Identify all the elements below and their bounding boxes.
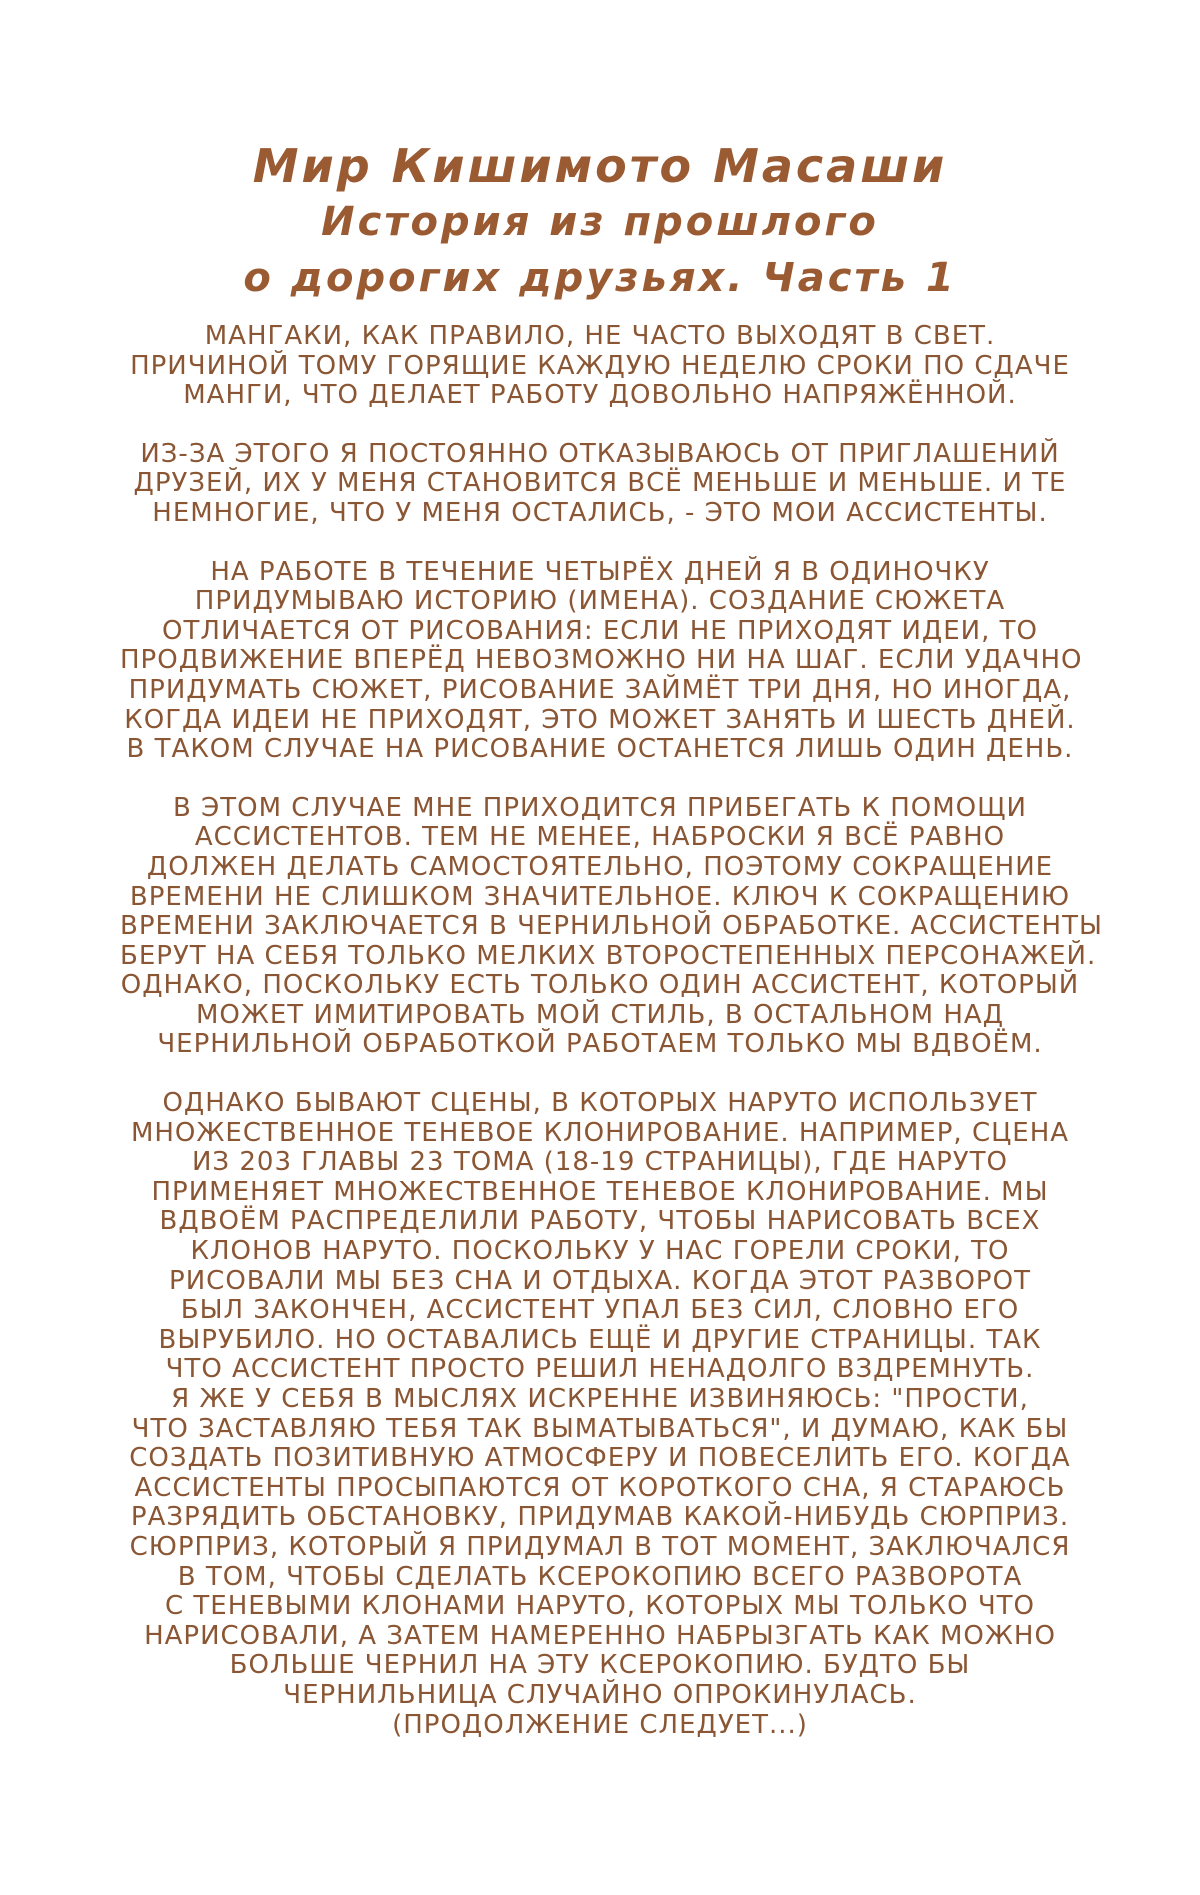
text-line: АССИСТЕНТЫ ПРОСЫПАЮТСЯ ОТ КОРОТКОГО СНА, Я СТАРАЮСЬ [134,1472,1066,1503]
article-body [120,321,1103,1769]
text-line: ОДНАКО, ПОСКОЛЬКУ ЕСТЬ ТОЛЬКО ОДИН АССИСТЕНТ, КОТОРЫЙ [120,970,1080,1001]
text-line: СЮРПРИЗ, КОТОРЫЙ Я ПРИДУМАЛ В ТОТ МОМЕНТ, ЗАКЛЮЧАЛСЯ [129,1531,1071,1562]
paragraph [120,440,1080,529]
text-line: ИЗ-ЗА ЭТОГО Я ПОСТОЯННО ОТКАЗЫВАЮСЬ ОТ ПРИГЛАШЕНИЙ [140,438,1060,469]
text-line: ЧТО АССИСТЕНТ ПРОСТО РЕШИЛ НЕНАДОЛГО ВЗДРЕМНУТЬ. [165,1354,1035,1385]
text-line: РАЗРЯДИТЬ ОБСТАНОВКУ, ПРИДУМАВ КАКОЙ-НИБУДЬ СЮРПРИЗ. [130,1502,1070,1533]
text-line: В ЭТОМ СЛУЧАЕ МНЕ ПРИХОДИТСЯ ПРИБЕГАТЬ К ПОМОЩИ [172,792,1027,823]
text-line: БОЛЬШЕ ЧЕРНИЛ НА ЭТУ КСЕРОКОПИЮ. БУДТО БЫ [229,1650,971,1681]
text-line: ЧТО ЗАСТАВЛЯЮ ТЕБЯ ТАК ВЫМАТЫВАТЬСЯ", И ДУМАЮ, КАК БЫ [131,1413,1069,1444]
title-line-1: Мир Кишимото Масаши [252,139,948,193]
title-block [0,138,1200,306]
text-line: НА РАБОТЕ В ТЕЧЕНИЕ ЧЕТЫРЁХ ДНЕЙ Я В ОДИНОЧКУ [210,556,990,587]
text-line: КЛОНОВ НАРУТО. ПОСКОЛЬКУ У НАС ГОРЕЛИ СРОКИ, ТО [190,1236,1010,1267]
text-line: В ТАКОМ СЛУЧАЕ НА РИСОВАНИЕ ОСТАНЕТСЯ ЛИШЬ ОДИН ДЕНЬ. [126,734,1074,765]
text-line: ПРИЧИНОЙ ТОМУ ГОРЯЩИЕ КАЖДУЮ НЕДЕЛЮ СРОКИ ПО СДАЧЕ [130,350,1070,381]
text-line: БЫЛ ЗАКОНЧЕН, АССИСТЕНТ УПАЛ БЕЗ СИЛ, СЛОВНО ЕГО [180,1295,1020,1326]
paragraph [120,792,1103,1060]
text-line: БЕРУТ НА СЕБЯ ТОЛЬКО МЕЛКИХ ВТОРОСТЕПЕННЫХ ПЕРСОНАЖЕЙ. [120,940,1097,971]
text-line: ВДВОЁМ РАСПРЕДЕЛИЛИ РАБОТУ, ЧТОБЫ НАРИСОВАТЬ ВСЕХ [159,1206,1041,1237]
text-line: ПРИДУМЫВАЮ ИСТОРИЮ (ИМЕНА). СОЗДАНИЕ СЮЖЕТА [194,586,1006,617]
text-line: МАНГАКИ, КАК ПРАВИЛО, НЕ ЧАСТО ВЫХОДЯТ В СВЕТ. [204,321,996,351]
text-line: МОЖЕТ ИМИТИРОВАТЬ МОЙ СТИЛЬ, В ОСТАЛЬНОМ НАД [195,999,1005,1030]
text-line: ЧЕРНИЛЬНОЙ ОБРАБОТКОЙ РАБОТАЕМ ТОЛЬКО МЫ ВДВОЁМ. [157,1029,1043,1060]
text-line: НАРИСОВАЛИ, А ЗАТЕМ НАМЕРЕННО НАБРЫЗГАТЬ КАК МОЖНО [144,1620,1056,1651]
text-line: ДОЛЖЕН ДЕЛАТЬ САМОСТОЯТЕЛЬНО, ПОЭТОМУ СОКРАЩЕНИЕ [146,851,1054,882]
title-line-3: о дорогих друзьях. Часть 1 [243,255,957,301]
text-line: РИСОВАЛИ МЫ БЕЗ СНА И ОТДЫХА. КОГДА ЭТОТ РАЗВОРОТ [169,1265,1031,1296]
paragraph [120,556,1083,765]
text-line: МНОЖЕСТВЕННОЕ ТЕНЕВОЕ КЛОНИРОВАНИЕ. НАПРИМЕР, СЦЕНА [130,1117,1070,1148]
text-line: СОЗДАТЬ ПОЗИТИВНУЮ АТМОСФЕРУ И ПОВЕСЕЛИТЬ ЕГО. КОГДА [129,1443,1071,1474]
text-line: ОДНАКО БЫВАЮТ СЦЕНЫ, В КОТОРЫХ НАРУТО ИСПОЛЬЗУЕТ [162,1088,1038,1119]
text-line: МАНГИ, ЧТО ДЕЛАЕТ РАБОТУ ДОВОЛЬНО НАПРЯЖЁННОЙ. [183,380,1017,411]
text-line: ВРЕМЕНИ НЕ СЛИШКОМ ЗНАЧИТЕЛЬНОЕ. КЛЮЧ К СОКРАЩЕНИЮ [129,881,1071,912]
text-line: ВРЕМЕНИ ЗАКЛЮЧАЕТСЯ В ЧЕРНИЛЬНОЙ ОБРАБОТКЕ. АССИСТЕНТЫ [120,911,1103,942]
text-line: ПРИМЕНЯЕТ МНОЖЕСТВЕННОЕ ТЕНЕВОЕ КЛОНИРОВАНИЕ. МЫ [151,1176,1049,1207]
text-line: Я ЖЕ У СЕБЯ В МЫСЛЯХ ИСКРЕННЕ ИЗВИНЯЮСЬ: "ПРОСТИ, [171,1384,1029,1414]
text-line: ИЗ 203 ГЛАВЫ 23 ТОМА (18-19 СТРАНИЦЫ), ГДЕ НАРУТО [191,1147,1008,1178]
text-line: ДРУЗЕЙ, ИХ У МЕНЯ СТАНОВИТСЯ ВСЁ МЕНЬШЕ И МЕНЬШЕ. И ТЕ [133,468,1067,499]
text-line: В ТОМ, ЧТОБЫ СДЕЛАТЬ КСЕРОКОПИЮ ВСЕГО РАЗВОРОТА [177,1561,1023,1592]
text-line: ПРОДВИЖЕНИЕ ВПЕРЁД НЕВОЗМОЖНО НИ НА ШАГ. ЕСЛИ УДАЧНО [120,645,1083,676]
text-line: НЕМНОГИЕ, ЧТО У МЕНЯ ОСТАЛИСЬ, - ЭТО МОИ АССИСТЕНТЫ. [152,497,1048,528]
text-line: С ТЕНЕВЫМИ КЛОНАМИ НАРУТО, КОТОРЫХ МЫ ТОЛЬКО ЧТО [164,1591,1036,1622]
text-line: (ПРОДОЛЖЕНИЕ СЛЕДУЕТ...) [392,1709,808,1740]
text-line: ОТЛИЧАЕТСЯ ОТ РИСОВАНИЯ: ЕСЛИ НЕ ПРИХОДЯТ ИДЕИ, ТО [162,615,1038,646]
text-line: ПРИДУМАТЬ СЮЖЕТ, РИСОВАНИЕ ЗАЙМЁТ ТРИ ДНЯ, НО ИНОГДА, [128,674,1072,705]
text-line: ЧЕРНИЛЬНИЦА СЛУЧАЙНО ОПРОКИНУЛАСЬ. [283,1679,917,1710]
text-line: ВЫРУБИЛО. НО ОСТАВАЛИСЬ ЕЩЁ И ДРУГИЕ СТРАНИЦЫ. ТАК [158,1324,1042,1355]
paragraph [120,1089,1080,1740]
paragraph [120,322,1080,411]
title-line-2: История из прошлого [321,199,879,245]
text-line: КОГДА ИДЕИ НЕ ПРИХОДЯТ, ЭТО МОЖЕТ ЗАНЯТЬ И ШЕСТЬ ДНЕЙ. [124,704,1076,735]
text-line: АССИСТЕНТОВ. ТЕМ НЕ МЕНЕЕ, НАБРОСКИ Я ВСЁ РАВНО [194,822,1006,853]
